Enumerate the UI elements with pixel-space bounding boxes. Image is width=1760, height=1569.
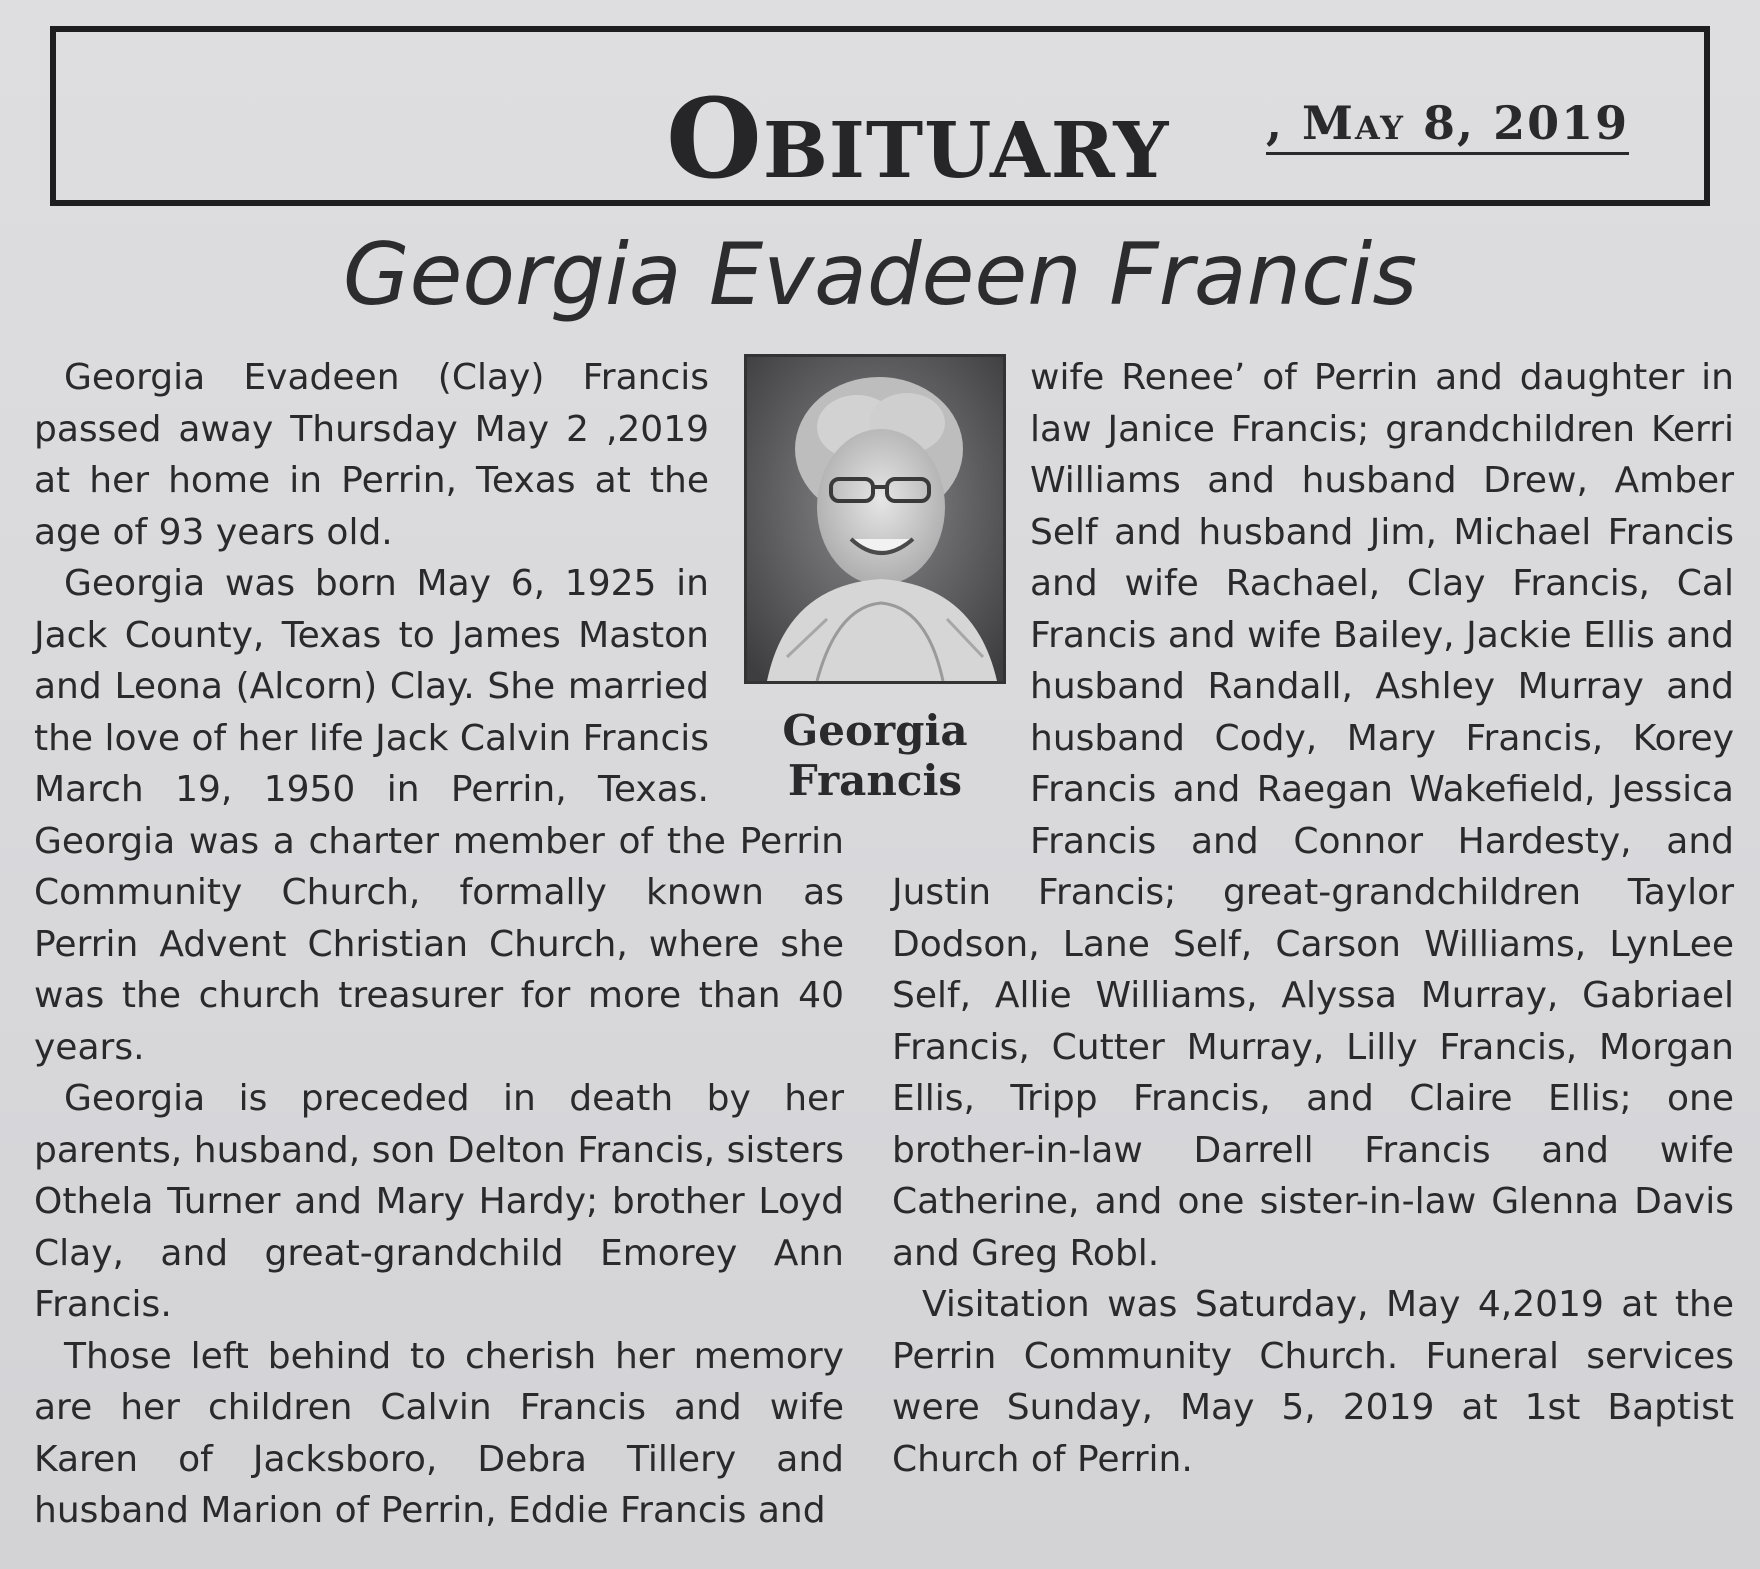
caption-last-name: Francis — [787, 756, 963, 805]
portrait-photo — [744, 354, 1006, 684]
paragraph-biography: Georgia was born May 6, 1925 in Jack County, Texas to James Maston and Leona (Alcorn) Clay. She married the love of her life Jack Calvin Francis March 19, 1950 in Perrin, Texas. Georgia was a charter member of the Perrin Community Church, formally known as Perrin Advent Christian Church, where she was the church treasurer for more than 40 years. — [34, 563, 844, 1068]
paragraph-preceded: Georgia is preceded in death by her parents, husband, son Delton Francis, sisters Othela Turner and Mary Hardy; brother Loyd Clay, and great-grandchild Emorey Ann Francis. — [34, 1078, 844, 1325]
left-column — [34, 352, 844, 1537]
masthead-box — [50, 26, 1710, 206]
paragraph-survivors-continued: wife Renee’ of Perrin and daughter in law Janice Francis; grandchildren Kerri Williams and husband Drew, Amber Self and husband Jim, Michael Francis and wife Rachael, Clay Francis, Cal Francis and wife Bailey, Jackie Ellis and husband Randall, Ashley Murray and husband Cody, Mary Francis, Korey Francis and Raegan Wakefield, Jessica Francis and Connor Hardesty, and Justin Francis; great-grandchildren Taylor Dodson, Lane Self, Carson Williams, LynLee Self, Allie Williams, Alyssa Murray, Gabriael Francis, Cutter Murray, Lilly Francis, Morgan Ellis, Tripp Francis, and Claire Ellis; one brother-in-law Darrell Francis and wife Catherine, and one sister-in-law Glenna Davis and Greg Robl. — [892, 357, 1734, 1274]
portrait-image — [747, 357, 1003, 681]
section-title: Obituary — [666, 74, 1170, 203]
photo-caption — [740, 706, 1010, 806]
caption-first-name: Georgia — [782, 706, 968, 755]
right-column — [892, 352, 1734, 1485]
paragraph-passing: Georgia Evadeen (Clay) Francis passed away Thursday May 2 ,2019 at her home in Perrin, Texas at the age of 93 years old. — [34, 357, 709, 553]
issue-date: , May 8, 2019 — [1266, 100, 1629, 155]
obituary-headline: Georgia Evadeen Francis — [342, 225, 1418, 325]
paragraph-services: Visitation was Saturday, May 4,2019 at the Perrin Community Church. Funeral services were Sunday, May 5, 2019 at 1st Baptist Church of Perrin. — [892, 1284, 1734, 1480]
paragraph-survivors-start: Those left behind to cherish her memory are her children Calvin Francis and wife Karen of Jacksboro, Debra Tillery and husband Marion of Perrin, Eddie Francis and — [34, 1335, 844, 1531]
